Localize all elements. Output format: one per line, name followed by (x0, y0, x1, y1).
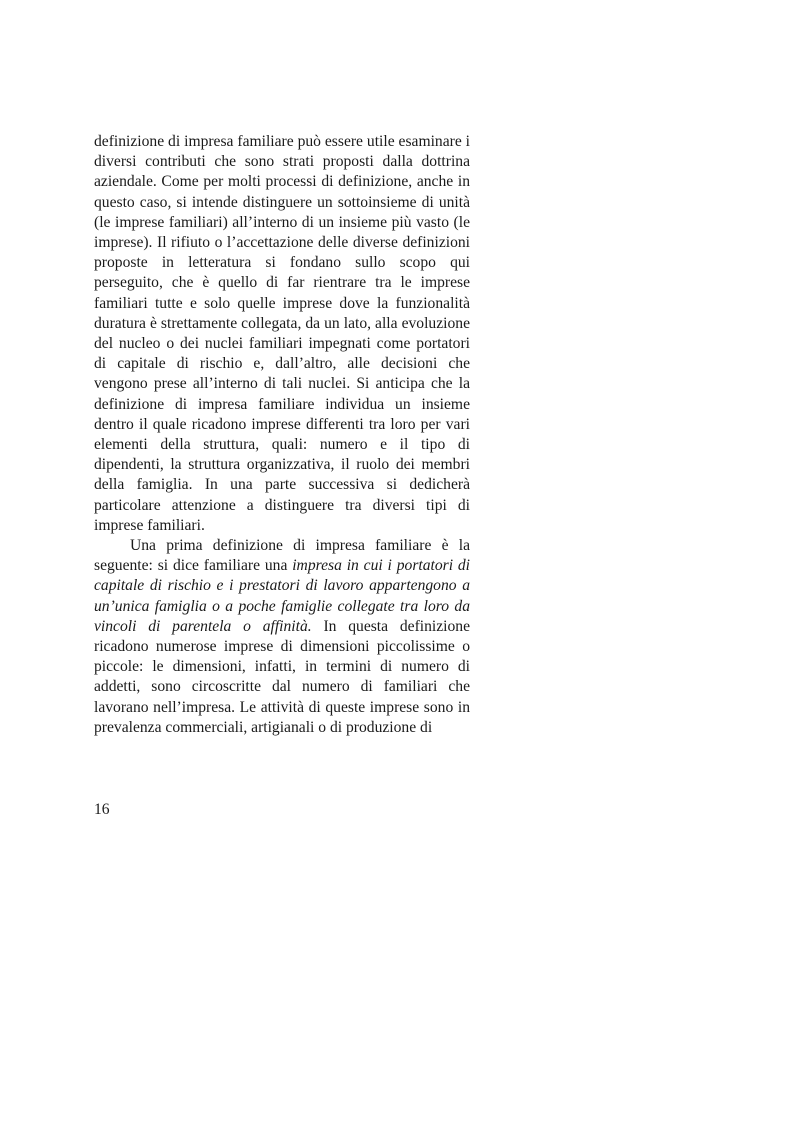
paragraph-2-continuation: In questa definizione ricadono numerose imprese di dimensioni piccolissime o piccole: le dimensioni, infatti, in termini di numero di addetti, sono circoscritte dal numero di familiari che lavorano nell’impresa. Le attività di queste imprese sono in prevalenza commerciali, artigianali o di produzione di (94, 617, 470, 736)
page-number: 16 (94, 801, 110, 818)
definition-italic: impresa in cui i portatori di capitale di rischio e i prestatori di lavoro appartengono a un’unica famiglia o a poche famiglie collegate tra loro da vincoli di parentela o affinità. (94, 557, 471, 635)
paragraph-2 (94, 536, 470, 738)
paragraph-1: definizione di impresa familiare può essere utile esaminare i diversi contributi che sono strati proposti dalla dottrina aziendale. Come per molti processi di definizione, anche in questo caso, si intende distinguere un sottoinsieme di unità (le imprese familiari) all’interno di un insieme più vasto (le imprese). Il rifiuto o l’accettazione delle diverse definizioni proposte in letteratura si fondano sullo scopo qui perseguito, che è quello di far rientrare tra le imprese familiari tutte e solo quelle imprese dove la funzionalità duratura è strettamente collegata, da un lato, alla evoluzione del nucleo o dei nuclei familiari impegnati come portatori di capitale di rischio e, dall’altro, alle decisioni che vengono prese all’interno di tali nuclei. Si anticipa che la definizione di impresa familiare individua un insieme dentro il quale ricadono imprese differenti tra loro per vari elementi della struttura, quali: numero e il tipo di dipendenti, la struttura organizzativa, il ruolo dei membri della famiglia. In una parte successiva si dedicherà particolare attenzione a distinguere tra diversi tipi di imprese familiari. (94, 133, 470, 534)
body-text (94, 132, 470, 738)
paragraph-2-intro: Una prima definizione di impresa familiare è la seguente: si dice familiare una (94, 537, 470, 575)
